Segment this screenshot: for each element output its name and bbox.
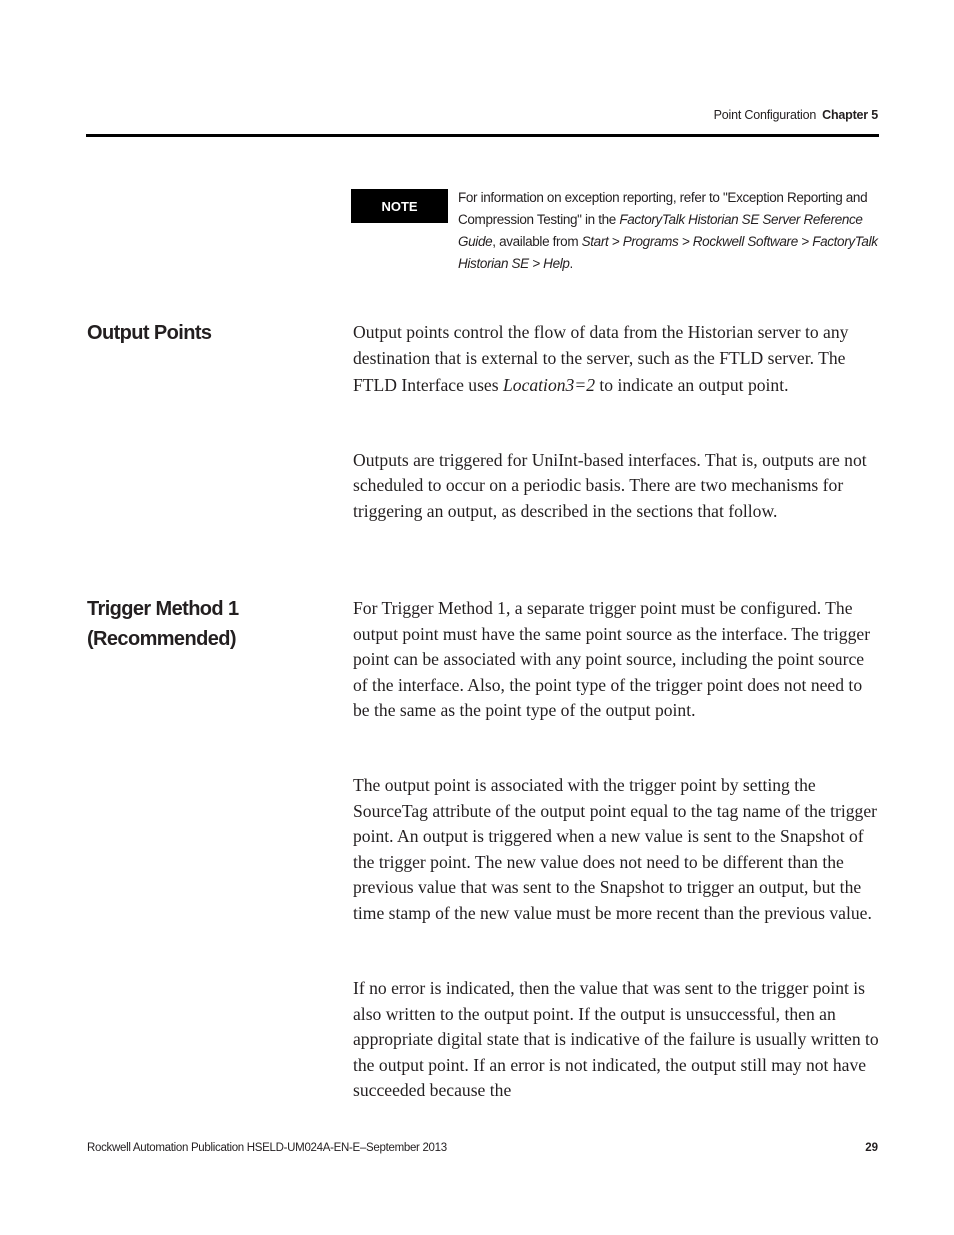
footer-page-number: 29	[865, 1142, 878, 1154]
heading-trigger-line-2: (Recommended)	[87, 628, 236, 650]
note-text-part-3: .	[569, 256, 573, 271]
header-section-title: Point Configuration	[713, 108, 817, 122]
heading-trigger-method-1	[87, 594, 317, 654]
note-text	[458, 187, 878, 275]
output-p1-text-after: to indicate an output point.	[595, 374, 789, 395]
footer-publication: Rockwell Automation Publication HSELD-UM024A-EN-E–September 2013	[87, 1142, 447, 1154]
output-points-paragraph-1	[353, 319, 879, 398]
note-menu-path: Start > Programs > Rockwell Software > FactoryTalk Historian SE > Help	[458, 234, 878, 271]
note-text-part-2: , available from	[492, 234, 582, 249]
output-p1-location-code: Location3=2	[502, 374, 596, 395]
header-rule	[86, 134, 879, 137]
running-header	[714, 108, 878, 122]
trigger-method-paragraph-3: If no error is indicated, then the value that was sent to the trigger point is also written to the output point. If the output is unsuccessful, then an appropriate digital state that is indicative of the failure is usually written to the output point. If an error is not indicated, the output still may not have succeeded because the	[353, 978, 879, 1101]
note-badge: NOTE	[351, 189, 448, 223]
heading-trigger-line-1: Trigger Method 1	[87, 598, 239, 620]
trigger-method-paragraph-2: The output point is associated with the trigger point by setting the SourceTag attribute of the output point equal to the tag name of the trigger point. An output is triggered when a new value is sent to the Snapshot of the trigger point. The new value does not need to be different than the previous value that was sent to the Snapshot to trigger an output, but the time stamp of the new value must be more recent than the previous value.	[353, 775, 877, 923]
trigger-method-paragraph-1: For Trigger Method 1, a separate trigger point must be configured. The output point must have the same point source as the interface. The trigger point can be associated with any point source, including the point source of the interface. Also, the point type of the trigger point does not need to be the same as the point type of the output point.	[353, 598, 871, 721]
note-guide-title: FactoryTalk Historian SE Server Reference Guide	[458, 212, 863, 249]
header-chapter-label: Chapter 5	[822, 108, 878, 122]
note-text-part-1: For information on exception reporting, refer to "Exception Reporting and Compression Testing" in the	[458, 190, 868, 227]
heading-output-points: Output Points	[87, 322, 212, 344]
output-p1-text-before: Output points control the flow of data from the Historian server to any destination that is external to the server, such as the FTLD server. The FTLD Interface uses	[353, 322, 849, 395]
output-points-paragraph-2: Outputs are triggered for UniInt-based interfaces. That is, outputs are not scheduled to occur on a periodic basis. There are two mechanisms for triggering an output, as described in the sections that follow.	[353, 450, 867, 521]
